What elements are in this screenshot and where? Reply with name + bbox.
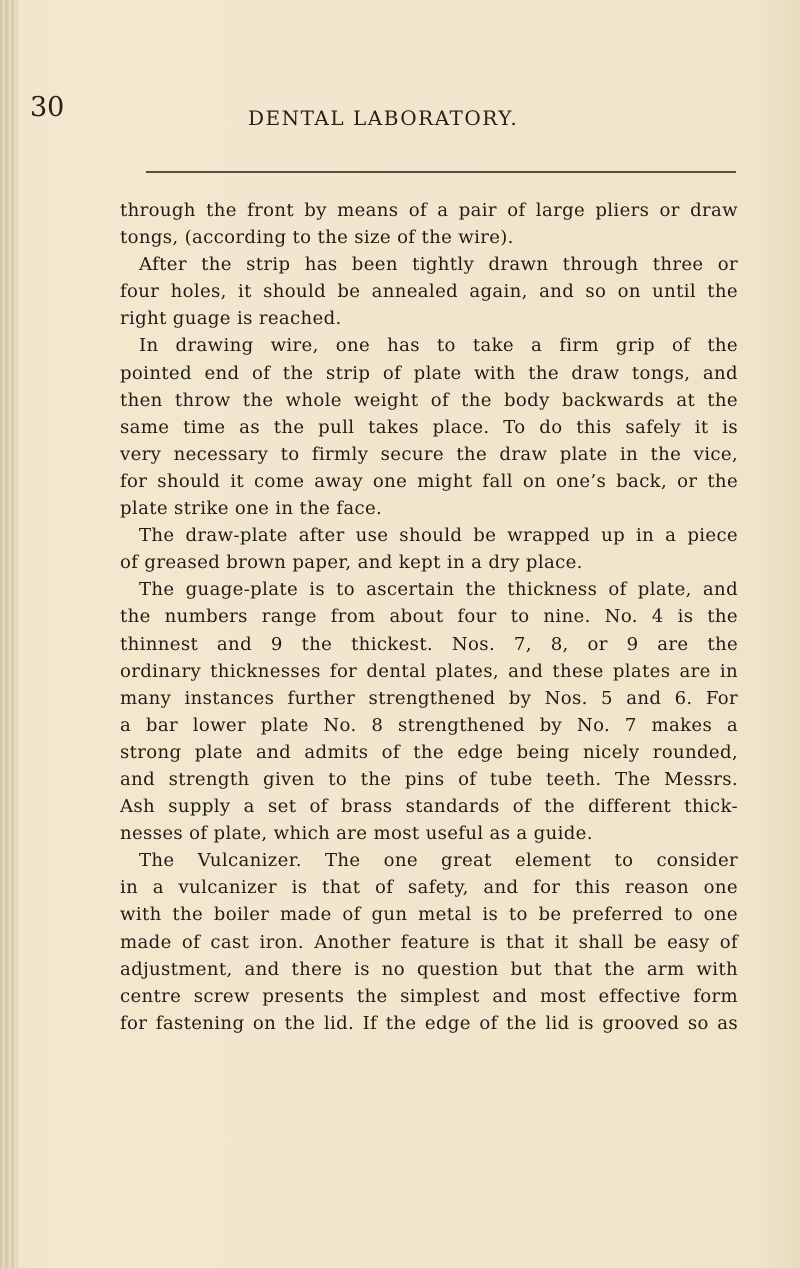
running-head: DENTAL LABORATORY. — [248, 106, 519, 130]
text-line: After the strip has been tightly drawn through three or — [139, 254, 738, 276]
text-line: the numbers range from about four to nine. No. 4 is the — [120, 606, 738, 628]
text-line: nesses of plate, which are most useful as a guide. — [120, 823, 593, 845]
text-line: same time as the pull takes place. To do this safely it is — [120, 416, 738, 438]
text-line: through the front by means of a pair of large pliers or draw — [120, 200, 738, 221]
text-line: and strength given to the pins of tube teeth. The Messrs. — [120, 768, 738, 790]
text-line: The guage-plate is to ascertain the thickness of plate, and — [139, 579, 738, 601]
text-line: for fastening on the lid. If the edge of the lid is grooved so as — [120, 1012, 738, 1034]
text-line: made of cast iron. Another feature is that it shall be easy of — [120, 931, 738, 953]
text-line: then throw the whole weight of the body backwards at the — [120, 389, 738, 411]
text-line: In drawing wire, one has to take a firm grip of the — [139, 335, 738, 357]
text-line: ordinary thicknesses for dental plates, and these plates are in — [120, 660, 738, 682]
text-line: many instances further strengthened by Nos. 5 and 6. For — [120, 687, 738, 709]
header-rule — [146, 171, 736, 173]
text-line: Ash supply a set of brass standards of the different thick- — [120, 796, 738, 818]
body-text — [120, 197, 738, 1037]
text-line: of greased brown paper, and kept in a dry place. — [120, 552, 583, 574]
text-line: very necessary to firmly secure the draw plate in the vice, — [120, 443, 738, 465]
text-line: adjustment, and there is no question but that the arm with — [120, 958, 738, 980]
text-line: with the boiler made of gun metal is to be preferred to one — [120, 904, 738, 926]
text-line: tongs, (according to the size of the wire). — [120, 227, 514, 249]
page-header — [30, 92, 760, 132]
text-line: for should it come away one might fall on one’s back, or the — [120, 470, 738, 492]
section-heading-line: The Vulcanizer. The one great element to consider — [139, 850, 738, 872]
text-line: strong plate and admits of the edge being nicely rounded, — [120, 741, 738, 763]
text-line: thinnest and 9 the thickest. Nos. 7, 8, or 9 are the — [120, 633, 738, 655]
text-line: right guage is reached. — [120, 308, 342, 330]
text-line: plate strike one in the face. — [120, 498, 383, 520]
page-binding-edge — [0, 0, 18, 1268]
text-line: in a vulcanizer is that of safety, and for this reason one — [120, 877, 738, 899]
text-line: centre screw presents the simplest and most effective form — [120, 985, 738, 1007]
text-line: The draw-plate after use should be wrapped up in a piece — [139, 525, 738, 547]
text-line: a bar lower plate No. 8 strengthened by No. 7 makes a — [120, 714, 738, 736]
text-line: pointed end of the strip of plate with the draw tongs, and — [120, 362, 738, 384]
text-line: four holes, it should be annealed again, and so on until the — [120, 281, 738, 303]
page-number: 30 — [30, 92, 65, 123]
